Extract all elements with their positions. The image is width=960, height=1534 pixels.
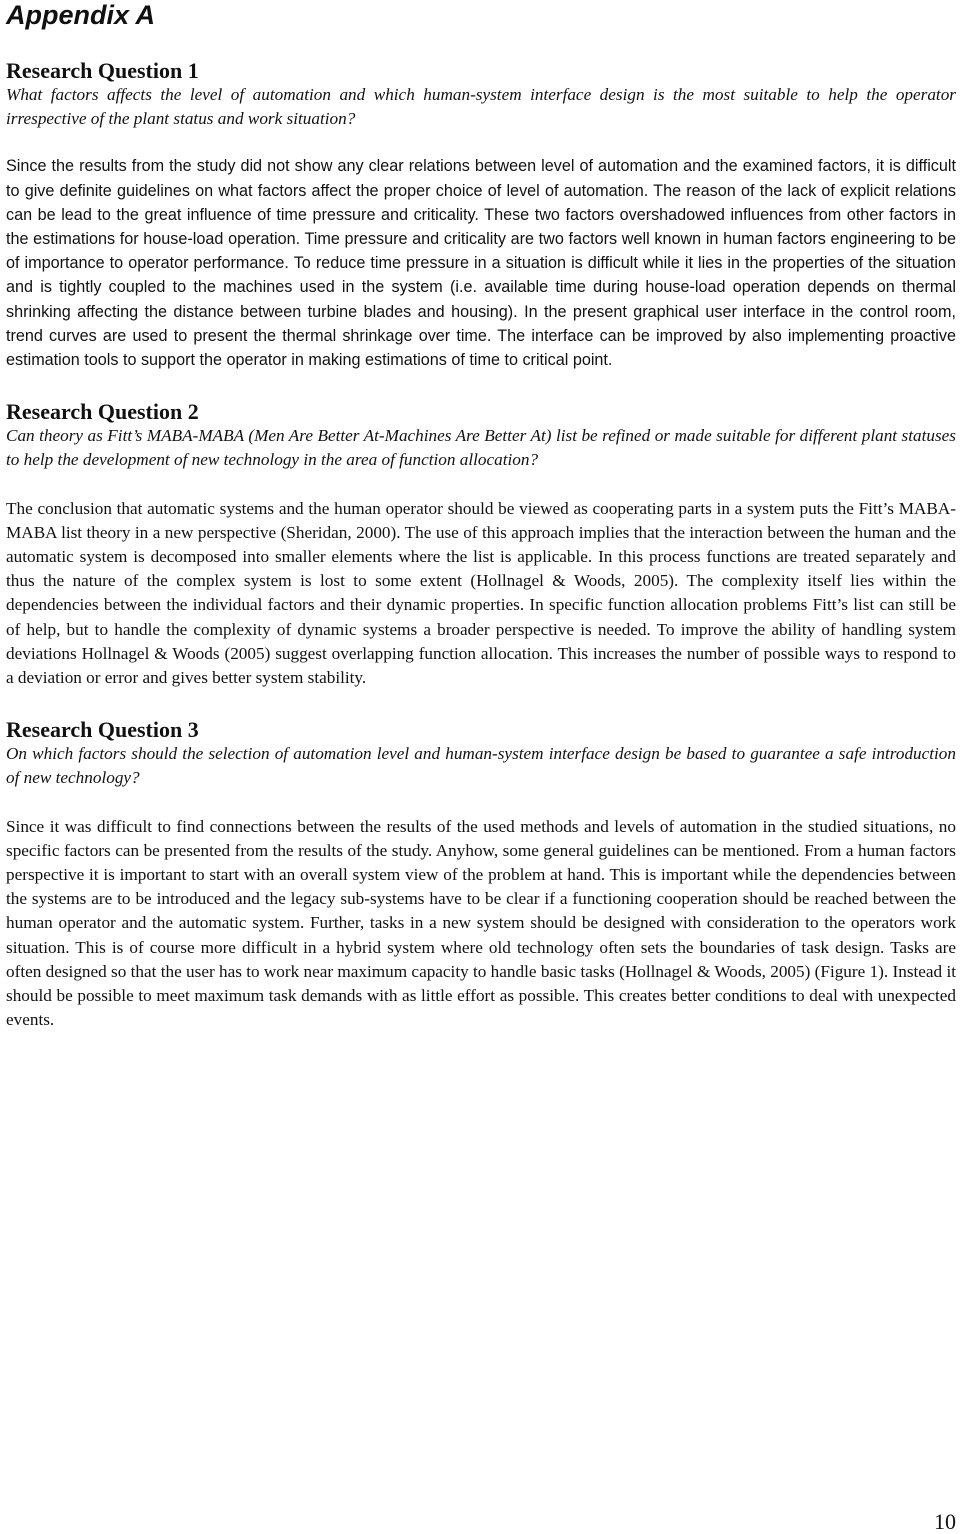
research-question-1-answer: Since the results from the study did not show any clear relations between level of automation and the examined factors, it is difficult to give definite guidelines on what factors affect the proper choice of level of automation. The reason of the lack of explicit relations can be lead to the great influence of time pressure and criticality. These two factors overshadowed influences from other factors in the estimations for house-load operation. Time pressure and criticality are two factors well known in human factors engineering to be of importance to operator performance. To reduce time pressure in a situation is difficult while it lies in the properties of the situation and is tightly coupled to the machines used in the system (i.e. available time during house-load operation depends on thermal shrinking affecting the distance between turbine blades and housing). In the present graphical user interface in the control room, trend curves are used to present the thermal shrinkage over time. The interface can be improved by also implementing proactive estimation tools to support the operator in making estimations of time to critical point. xyxy=(6,157,956,370)
research-question-1-text: What factors affects the level of automation and which human-system interface design is the most suitable to help the operator irrespective of the plant status and work situation? xyxy=(6,85,956,129)
research-question-2-answer: The conclusion that automatic systems and the human operator should be viewed as cooperating parts in a system puts the Fitt’s MABA-MABA list theory in a new perspective (Sheridan, 2000). The use of this approach implies that the interaction between the human and the automatic system is decomposed into smaller elements where the list is applicable. In this process functions are treated separately and thus the nature of the complex system is lost to some extent (Hollnagel & Woods, 2005). The complexity itself lies within the dependencies between the individual factors and their dynamic properties. In specific function allocation problems Fitt’s list can still be of help, but to handle the complexity of dynamic systems a broader perspective is needed. To improve the ability of handling system deviations Hollnagel & Woods (2005) suggest overlapping function allocation. This increases the number of possible ways to respond to a deviation or error and gives better system stability. xyxy=(6,498,956,688)
research-question-3-text: On which factors should the selection of automation level and human-system interface design be based to guarantee a safe introduction of new technology? xyxy=(6,744,956,788)
research-question-3-heading: Research Question 3 xyxy=(6,717,199,743)
appendix-title: Appendix A xyxy=(6,0,156,30)
research-question-1-heading: Research Question 1 xyxy=(6,58,199,83)
page-number: 10 xyxy=(934,1509,956,1534)
document-page xyxy=(6,0,956,1033)
research-question-2-heading: Research Question 2 xyxy=(6,399,199,425)
research-question-2-text: Can theory as Fitt’s MABA-MABA (Men Are Better At-Machines Are Better At) list be refined or made suitable for different plant statuses to help the development of new technology in the area of function allocation? xyxy=(6,426,956,470)
research-question-3-answer: Since it was difficult to find connections between the results of the used methods and levels of automation in the studied situations, no specific factors can be presented from the results of the study. Anyhow, some general guidelines can be mentioned. From a human factors perspective it is important to start with an overall system view of the problem at hand. This is important while the dependencies between the systems are to be introduced and the legacy sub-systems have to be clear if a functioning cooperation should be reached between the human operator and the automatic system. Further, tasks in a new system should be designed with consideration to the operators work situation. This is of course more difficult in a hybrid system where old technology often sets the boundaries of task design. Tasks are often designed so that the user has to work near maximum capacity to handle basic tasks (Hollnagel & Woods, 2005) (Figure 1). Instead it should be possible to meet maximum task demands with as little effort as possible. This creates better conditions to deal with unexpected events. xyxy=(6,816,956,1030)
